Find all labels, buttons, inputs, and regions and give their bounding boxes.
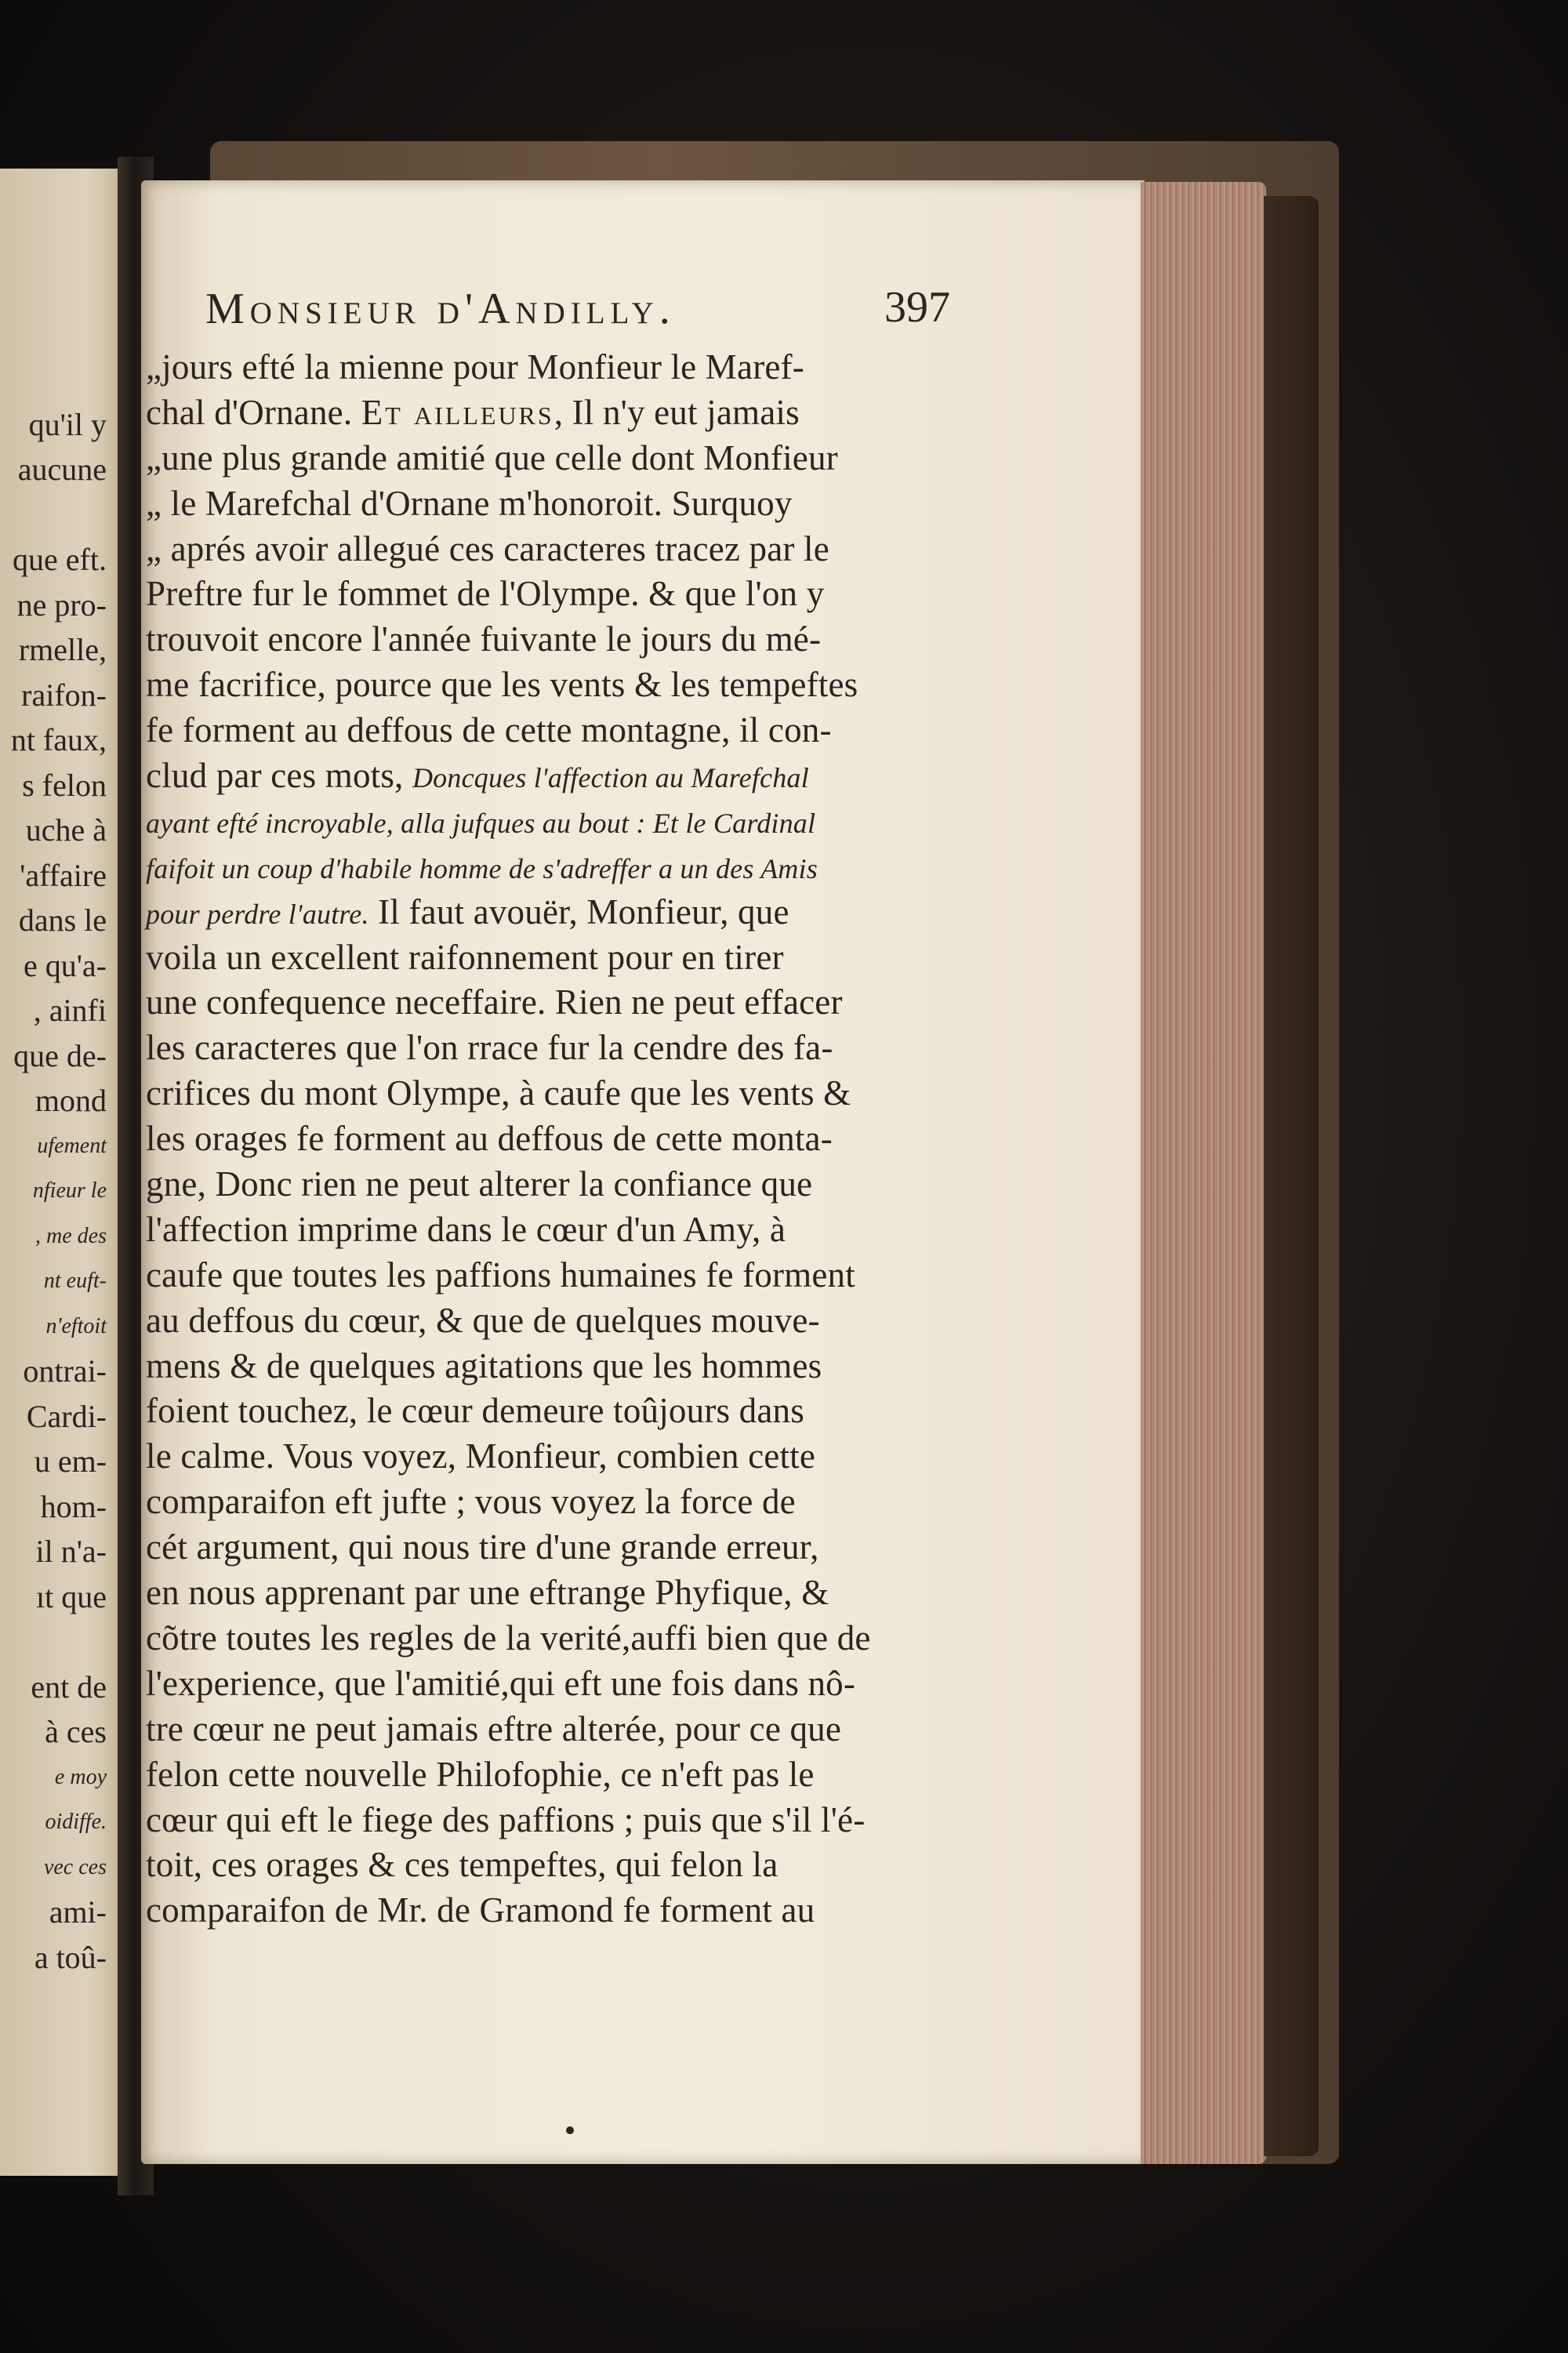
left-text-line: uche à bbox=[25, 812, 107, 848]
left-text-line: que eft. bbox=[13, 542, 107, 577]
text-run: l'affection imprime dans le cœur d'un Amy, à bbox=[146, 1209, 786, 1249]
text-line bbox=[146, 1026, 993, 1071]
left-text-line bbox=[11, 357, 107, 402]
text-run: le calme. Vous voyez, Monfieur, combien cette bbox=[146, 1436, 816, 1476]
text-run: „jours efté la mienne pour Monfieur le Maref- bbox=[146, 347, 804, 387]
text-run: foient touchez, le cœur demeure toûjours dans bbox=[146, 1391, 804, 1431]
text-run: chal d'Ornane. bbox=[146, 392, 361, 432]
text-line bbox=[146, 1207, 993, 1253]
left-text-line: il n'a- bbox=[35, 1534, 107, 1569]
left-text-line: 'affaire bbox=[20, 857, 107, 893]
left-text-line: u em- bbox=[34, 1443, 107, 1479]
left-text-line: mond bbox=[34, 1083, 107, 1118]
left-text-line: ne pro- bbox=[16, 586, 107, 623]
left-text-line: ontrai- bbox=[23, 1353, 107, 1389]
text-line bbox=[146, 844, 993, 890]
text-line bbox=[146, 481, 993, 527]
page-number: 397 bbox=[884, 283, 950, 332]
text-run: tre cœur ne peut jamais eftre alterée, pour ce que bbox=[146, 1708, 842, 1748]
left-text-line: ufement bbox=[37, 1133, 107, 1158]
text-run: „ le Marefchal d'Ornane m'honoroit. Surquoy bbox=[146, 483, 793, 523]
left-text-line: rmelle, bbox=[18, 632, 107, 667]
left-text-line: a toû- bbox=[34, 1939, 107, 1975]
signature-mark bbox=[566, 2126, 574, 2134]
left-text-line: hom- bbox=[40, 1488, 107, 1524]
left-text-line: aucune bbox=[17, 452, 107, 487]
text-run: les caracteres que l'on rrace fur la cendre des fa- bbox=[146, 1028, 833, 1068]
text-line bbox=[146, 753, 993, 799]
text-run: faifoit un coup d'habile homme de s'adreffer a un des Amis bbox=[146, 852, 818, 884]
text-line bbox=[146, 799, 993, 844]
left-text-line: nt faux, bbox=[10, 722, 107, 757]
left-page bbox=[0, 169, 125, 2176]
left-text-line: qu'il y bbox=[28, 406, 107, 442]
text-run: une confequence neceffaire. Rien ne peut effacer bbox=[146, 982, 843, 1022]
text-line bbox=[146, 527, 993, 572]
text-line bbox=[146, 1570, 993, 1616]
text-run: gne, Donc rien ne peut alterer la confiance que bbox=[146, 1164, 813, 1204]
text-run: l'experience, que l'amitié,qui eft une fois dans nô- bbox=[146, 1663, 856, 1703]
text-line bbox=[146, 1888, 993, 1934]
text-line bbox=[146, 1798, 993, 1843]
left-text-line: à ces bbox=[45, 1714, 107, 1749]
text-line bbox=[146, 1434, 993, 1480]
text-run: „ aprés avoir allegué ces caracteres tracez par le bbox=[146, 528, 829, 568]
text-line bbox=[146, 1162, 993, 1207]
text-run: Et ailleurs bbox=[361, 392, 554, 432]
cover-edge bbox=[1264, 196, 1319, 2156]
text-run: cœur qui eft le fiege des paffions ; puis que s'il l'é- bbox=[146, 1799, 866, 1839]
left-text-line: ıt que bbox=[36, 1578, 107, 1614]
text-run: „une plus grande amitié que celle dont Monfieur bbox=[146, 438, 838, 477]
left-text-line bbox=[11, 1619, 107, 1665]
left-text-line: ami- bbox=[49, 1894, 107, 1930]
text-run: cét argument, qui nous tire d'une grande erreur, bbox=[146, 1527, 819, 1567]
left-text-line: raifon- bbox=[21, 677, 107, 713]
left-text-line: ent de bbox=[31, 1669, 107, 1705]
text-run: , Il n'y eut jamais bbox=[554, 392, 800, 432]
text-line bbox=[146, 1253, 993, 1298]
text-line bbox=[146, 1661, 993, 1707]
text-line bbox=[146, 1298, 993, 1344]
text-run: crifices du mont Olympe, à caufe que les vents & bbox=[146, 1073, 851, 1113]
left-text-line: , me des bbox=[35, 1223, 107, 1248]
text-run: voila un excellent raifonnement pour en tirer bbox=[146, 937, 784, 977]
text-line bbox=[146, 390, 993, 436]
text-run: me facrifice, pource que les vents & les tempeftes bbox=[146, 665, 858, 705]
body-text bbox=[146, 345, 993, 1934]
text-run: les orages fe forment au deffous de cette monta- bbox=[146, 1119, 833, 1159]
text-line bbox=[146, 345, 993, 390]
text-run: Preftre fur le fommet de l'Olympe. & que l'on y bbox=[146, 574, 825, 614]
text-run: comparaifon eft jufte ; vous voyez la force de bbox=[146, 1482, 796, 1522]
header-title: Monsieur d'Andilly. bbox=[205, 285, 676, 333]
text-run: cõtre toutes les regles de la verité,auffi bien que de bbox=[146, 1618, 871, 1658]
page-edges bbox=[1141, 182, 1266, 2164]
text-line bbox=[146, 1752, 993, 1798]
text-line bbox=[146, 935, 993, 981]
text-line bbox=[146, 980, 993, 1026]
text-run: ayant efté incroyable, alla jufques au bout : Et le Cardinal bbox=[146, 807, 816, 839]
left-page-text bbox=[11, 357, 107, 1980]
left-text-line: oidiffe. bbox=[45, 1810, 107, 1834]
text-run: felon cette nouvelle Philofophie, ce n'eft pas le bbox=[146, 1754, 815, 1794]
left-text-line: nt euft- bbox=[43, 1269, 107, 1293]
text-run: caufe que toutes les paffions humaines fe forment bbox=[146, 1255, 855, 1295]
left-text-line bbox=[11, 492, 107, 538]
text-run: en nous apprenant par une eftrange Phyfique, & bbox=[146, 1573, 829, 1613]
text-run: fe forment au deffous de cette montagne, il con- bbox=[146, 710, 832, 750]
text-run: comparaifon de Mr. de Gramond fe forment au bbox=[146, 1890, 815, 1930]
left-text-line: Cardi- bbox=[26, 1398, 107, 1434]
text-line bbox=[146, 436, 993, 481]
text-line bbox=[146, 1843, 993, 1888]
left-text-line: dans le bbox=[18, 902, 107, 938]
text-run: clud par ces mots, bbox=[146, 756, 412, 796]
left-text-line: vec ces bbox=[43, 1854, 107, 1879]
text-run: pour perdre l'autre. bbox=[146, 898, 369, 930]
text-line bbox=[146, 663, 993, 708]
text-line bbox=[146, 1117, 993, 1162]
left-text-line: e qu'a- bbox=[23, 947, 107, 983]
running-header bbox=[205, 284, 950, 347]
text-line bbox=[146, 1480, 993, 1525]
text-line bbox=[146, 1344, 993, 1389]
left-text-line: s felon bbox=[22, 767, 107, 803]
text-run: trouvoit encore l'année fuivante le jours du mé- bbox=[146, 619, 822, 659]
text-line bbox=[146, 890, 993, 935]
left-text-line: n'eftoit bbox=[45, 1313, 107, 1338]
text-line bbox=[146, 1071, 993, 1117]
text-run: mens & de quelques agitations que les hommes bbox=[146, 1345, 822, 1385]
text-run: au deffous du cœur, & que de quelques mouve- bbox=[146, 1300, 820, 1340]
text-run: Il faut avouër, Monfieur, que bbox=[368, 891, 789, 931]
text-run: toit, ces orages & ces tempeftes, qui felon la bbox=[146, 1845, 779, 1885]
text-line bbox=[146, 1389, 993, 1434]
text-line bbox=[146, 1525, 993, 1570]
text-line bbox=[146, 617, 993, 663]
left-text-line: que de- bbox=[13, 1037, 107, 1073]
text-line bbox=[146, 708, 993, 753]
left-text-line: e moy bbox=[54, 1764, 107, 1789]
text-line bbox=[146, 572, 993, 617]
text-line bbox=[146, 1616, 993, 1661]
left-text-line: , ainfi bbox=[33, 993, 107, 1028]
text-line bbox=[146, 1707, 993, 1752]
left-text-line: nfieur le bbox=[32, 1178, 107, 1203]
text-run: Doncques l'affection au Marefchal bbox=[412, 762, 809, 794]
